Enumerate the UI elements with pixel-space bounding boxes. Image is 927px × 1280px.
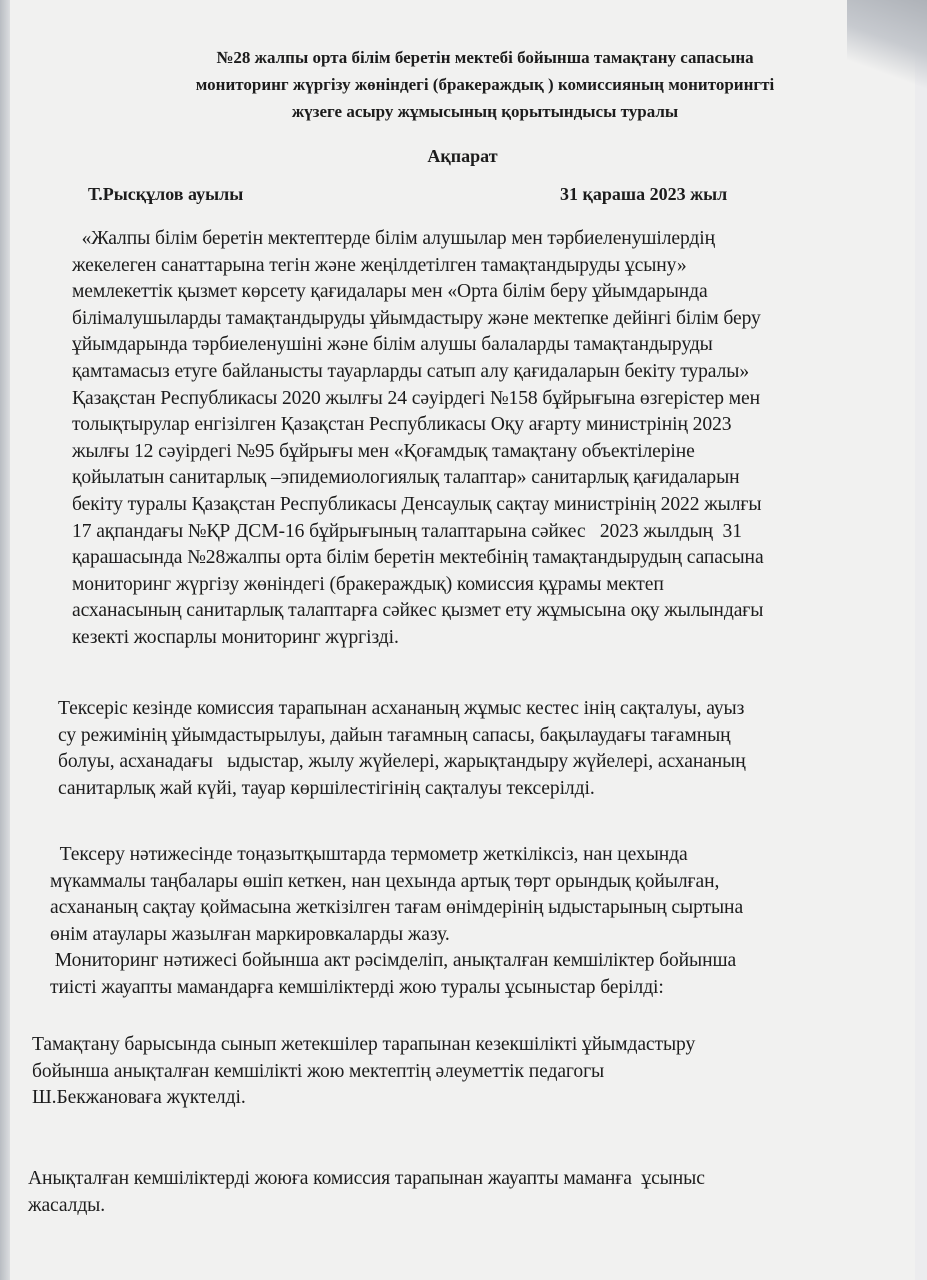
page-corner-fold xyxy=(847,0,927,90)
text-line: Тексеру нәтижесінде тоңазытқыштарда термометр жеткіліксіз, нан цехында xyxy=(50,844,688,865)
document-heading: Ақпарат xyxy=(427,146,498,166)
text-line: Қазақстан Республикасы 2020 жылғы 24 сәуірдегі №158 бұйрығына өзгерістер мен xyxy=(72,387,761,409)
text-line: жекелеген санаттарына тегін және жеңілдетілген тамақтандыруды ұсыну» xyxy=(72,254,687,276)
text-line: «Жалпы білім беретін мектептерде білім алушылар мен тәрбиеленушілердің xyxy=(72,228,716,249)
text-line: қойылатын санитарлық –эпидемиологиялық талаптар» санитарлық қағидаларын xyxy=(72,467,740,489)
text-line: кезекті жоспарлы мониторинг жүргізді. xyxy=(72,626,399,648)
title-line: мониторинг жүргізу жөніндегі (бракераждық ) комиссияның мониторингті xyxy=(195,75,775,94)
text-line: толықтырулар енгізілген Қазақстан Республикасы Оқу ағарту министрінің 2023 xyxy=(72,414,732,436)
document-date: 31 қараша 2023 жыл xyxy=(560,184,728,204)
text-line: мемлекеттік қызмет көрсету қағидалары мен «Орта білім беру ұйымдарында xyxy=(72,281,708,303)
document-place: Т.Рысқұлов ауылы xyxy=(88,184,244,204)
text-line: су режимінің ұйымдастырылуы, дайын тағамның сапасы, бақылаудағы тағамның xyxy=(58,724,731,746)
text-line: мүкаммалы таңбалары өшіп кеткен, нан цехында артық төрт орындық қойылған, xyxy=(50,870,720,892)
paragraph-5 xyxy=(28,1166,705,1219)
paragraph-1 xyxy=(72,226,764,652)
text-line: Мониторинг нәтижесі бойынша акт рәсімделіп, анықталған кемшіліктер бойынша xyxy=(50,950,737,972)
text-line: 17 ақпандағы №ҚР ДСМ-16 бұйрығының талаптарына сәйкес 2023 жылдың 31 xyxy=(72,520,742,542)
title-line: №28 жалпы орта білім беретін мектебі бойынша тамақтану сапасына xyxy=(216,48,754,67)
text-line: қарашасында №28жалпы орта білім беретін мектебінің тамақтандырудың сапасына xyxy=(72,547,764,569)
paragraph-2 xyxy=(58,696,746,802)
paragraph-3 xyxy=(50,842,743,1002)
text-line: ұйымдарында тәрбиеленушіні және білім алушы балаларды тамақтандыруды xyxy=(72,334,713,356)
text-line: қамтамасыз етуге байланысты тауарларды сатып алу қағидаларын бекіту туралы» xyxy=(72,360,750,382)
paragraph-4 xyxy=(32,1032,695,1112)
text-line: жылғы 12 сәуірдегі №95 бұйрығы мен «Қоғамдық тамақтану объектілеріне xyxy=(72,440,695,462)
title-line: жүзеге асыру жұмысының қорытындысы туралы xyxy=(291,102,679,121)
text-line: асхананың сақтау қоймасына жеткізілген тағам өнімдерінің ыдыстарының сыртына xyxy=(50,897,744,919)
text-line: білімалушыларды тамақтандыруды ұйымдастыру және мектепке дейінгі білім беру xyxy=(72,307,761,329)
text-line: Ш.Бекжановаға жүктелді. xyxy=(32,1087,246,1109)
text-line: Анықталған кемшіліктерді жоюға комиссия тарапынан жауапты маманға ұсыныс xyxy=(28,1168,705,1189)
text-line: жасалды. xyxy=(28,1194,106,1216)
text-line: болуы, асханадағы ыдыстар, жылу жүйелері, жарықтандыру жүйелері, асхананың xyxy=(58,751,746,773)
text-line: бойынша анықталған кемшілікті жою мектептің әлеуметтік педагогы xyxy=(32,1060,605,1082)
text-line: бекіту туралы Қазақстан Республикасы Денсаулық сақтау министрінің 2022 жылғы xyxy=(72,493,762,515)
text-line: мониторинг жүргізу жөніндегі (бракераждық) комиссия құрамы мектеп xyxy=(72,573,664,595)
text-line: асханасының санитарлық талаптарға сәйкес қызмет ету жұмысына оқу жылындағы xyxy=(72,600,764,622)
text-line: өнім атаулары жазылған маркировкаларды жазу. xyxy=(50,923,450,945)
text-line: Тамақтану барысында сынып жетекшілер тарапынан кезекшілікті ұйымдастыру xyxy=(32,1034,696,1055)
text-line: Тексеріс кезінде комиссия тарапынан асхананың жұмыс кестес інің сақталуы, ауыз xyxy=(58,698,745,719)
document-page xyxy=(10,0,915,1280)
document-title xyxy=(105,44,865,125)
text-line: санитарлық жай күйі, тауар көршілестігінің сақталуы тексерілді. xyxy=(58,777,595,799)
text-line: тиісті жауапты мамандарға кемшіліктерді жою туралы ұсыныстар берілді: xyxy=(50,976,664,998)
